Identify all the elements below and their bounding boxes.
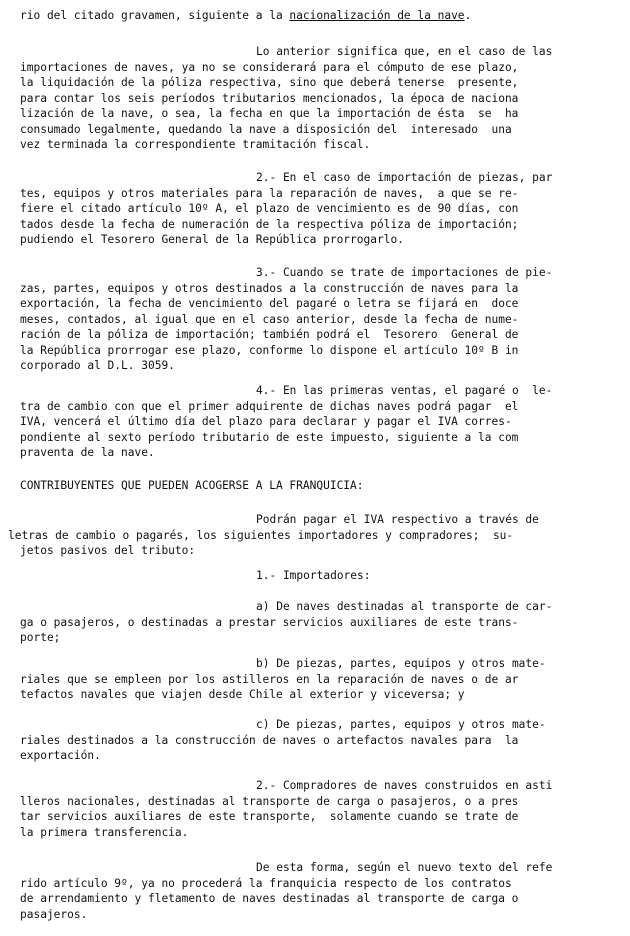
text-line: a) De naves destinadas al transporte de car- xyxy=(256,600,553,613)
text-line: meses, contados, al igual que en el caso anterior, desde la fecha de nume- xyxy=(20,312,519,326)
list-item-2 xyxy=(20,778,610,840)
text-line: lleros nacionales, destinadas al transporte de carga o pasajeros, o a pres xyxy=(20,794,519,808)
paragraph-2 xyxy=(20,170,610,248)
text-line: jetos pasivos del tributo: xyxy=(20,544,196,557)
text-line: tados desde la fecha de numeración de la respectiva póliza de importación; xyxy=(20,217,519,231)
text-line: fiere el citado artículo 10º A, el plazo de vencimiento es de 90 días, con xyxy=(20,202,519,215)
paragraph-1 xyxy=(20,44,610,153)
text-line: pudiendo el Tesorero General de la República prorrogarlo. xyxy=(20,233,404,246)
text-line: la liquidación de la póliza respectiva, sino que deberá tenerse presente, xyxy=(20,76,519,89)
text-line: consumado legalmente, quedando la nave a disposición del interesado una xyxy=(20,122,512,136)
text-line: 2.- En el caso de importación de piezas, par xyxy=(256,171,553,184)
text-line: lización de la nave, o sea, la fecha en que la importación de ésta se ha xyxy=(20,107,519,120)
text-line: Lo anterior significa que, en el caso de las xyxy=(256,45,553,58)
text-line: riales que se empleen por los astilleros en la reparación de naves o de ar xyxy=(20,672,519,686)
text-line: b) De piezas, partes, equipos y otros mate- xyxy=(256,657,546,670)
text-line: 3.- Cuando se trate de importaciones de pie- xyxy=(256,266,553,279)
text-line: para contar los seis períodos tributarios mencionados, la época de naciona xyxy=(20,91,519,105)
text-line: corporado al D.L. 3059. xyxy=(20,359,175,372)
text-line: pasajeros. xyxy=(20,907,88,921)
text-line: praventa de la nave. xyxy=(20,446,155,459)
list-item-1 xyxy=(20,568,610,584)
section-heading xyxy=(20,478,610,494)
text-line: la primera transferencia. xyxy=(20,825,189,839)
text-line: zas, partes, equipos y otros destinados a la construcción de naves para la xyxy=(20,281,519,295)
text-line: tes, equipos y otros materiales para la reparación de naves, a que se re- xyxy=(20,186,519,200)
text-line: exportación. xyxy=(20,749,101,762)
text-line: pondiente al sexto período tributario de este impuesto, siguiente a la com xyxy=(20,430,519,444)
text-line: letras de cambio o pagarés, los siguientes importadores y compradores; su- xyxy=(8,528,514,542)
paragraph-5 xyxy=(8,512,610,559)
text-line: Podrán pagar el IVA respectivo a través de xyxy=(256,513,539,526)
text-line: 1.- Importadores: xyxy=(256,569,371,582)
text-line: tefactos navales que viajen desde Chile al exterior y viceversa; y xyxy=(20,688,465,701)
text-line: exportación, la fecha de vencimiento del pagaré o letra se fijará en doce xyxy=(20,297,519,310)
paragraph-3 xyxy=(20,265,610,374)
text-line: tar servicios auxiliares de este transporte, solamente cuando se trate de xyxy=(20,810,519,823)
text-line: riales destinados a la construcción de naves o artefactos navales para la xyxy=(20,733,519,747)
text-line: de arrendamiento y fletamento de naves destinadas al transporte de carga o xyxy=(20,892,519,905)
intro-end: . xyxy=(464,9,472,22)
list-item-a xyxy=(20,599,610,646)
text-line: 2.- Compradores de naves construidos en asti xyxy=(256,779,553,792)
text-line: rido artículo 9º, ya no procederá la franquicia respecto de los contratos xyxy=(20,876,512,890)
text-line: vez terminada la correspondiente tramitación fiscal. xyxy=(20,138,371,151)
text-line: IVA, vencerá el último día del plazo para declarar y pagar el IVA corres- xyxy=(20,415,512,428)
heading-text: CONTRIBUYENTES QUE PUEDEN ACOGERSE A LA FRANQUICIA: xyxy=(20,479,364,492)
text-line: tra de cambio con que el primer adquirente de dichas naves podrá pagar el xyxy=(20,399,519,413)
intro-underlined-text: nacionalización de la nave xyxy=(289,9,465,22)
text-line: ración de la póliza de importación; también podrá el Tesorero General de xyxy=(20,328,519,341)
paragraph-6 xyxy=(20,860,610,922)
text-line: ga o pasajeros, o destinadas a prestar servicios auxiliares de este trans- xyxy=(20,615,519,629)
text-line: 4.- En las primeras ventas, el pagaré o le- xyxy=(256,384,553,397)
list-item-c xyxy=(20,717,610,764)
text-line: c) De piezas, partes, equipos y otros mate- xyxy=(256,718,546,731)
text-line: importaciones de naves, ya no se considerará para el cómputo de ese plazo, xyxy=(20,60,519,74)
text-line: la República prorrogar ese plazo, conforme lo dispone el artículo 10º B in xyxy=(20,343,519,357)
intro-paragraph xyxy=(20,8,610,24)
text-line: De esta forma, según el nuevo texto del refe xyxy=(256,861,553,874)
list-item-b xyxy=(20,656,610,703)
paragraph-4 xyxy=(20,383,610,461)
text-line: porte; xyxy=(20,631,61,644)
intro-text: rio del citado gravamen, siguiente a la xyxy=(20,9,290,22)
